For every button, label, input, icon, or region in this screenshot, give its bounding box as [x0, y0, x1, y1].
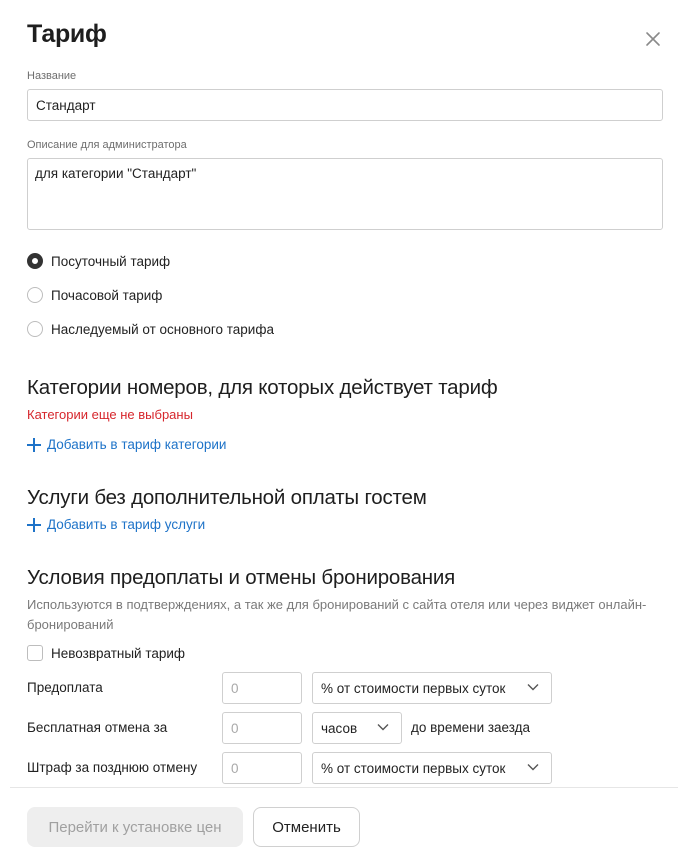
- categories-error: Категории еще не выбраны: [27, 407, 193, 422]
- late-penalty-label: Штраф за позднюю отмену: [27, 760, 198, 775]
- nonrefundable-checkbox[interactable]: [27, 645, 185, 661]
- late-penalty-unit-value: % от стоимости первых суток: [321, 760, 506, 776]
- categories-section-title: Категории номеров, для которых действует тариф: [27, 376, 498, 399]
- prepayment-unit-select[interactable]: [312, 672, 552, 704]
- close-icon[interactable]: [641, 27, 665, 51]
- late-penalty-input[interactable]: [222, 752, 302, 784]
- radio-checked-icon: [27, 253, 43, 269]
- radio-unchecked-icon: [27, 287, 43, 303]
- prepayment-section-title: Условия предоплаты и отмены бронирования: [27, 566, 456, 589]
- chevron-down-icon: [527, 683, 539, 691]
- plus-icon: [27, 438, 41, 452]
- radio-inherited-label: Наследуемый от основного тарифа: [51, 321, 274, 337]
- checkbox-icon: [27, 645, 43, 661]
- chevron-down-icon: [377, 723, 389, 731]
- nonrefundable-label: Невозвратный тариф: [51, 645, 186, 661]
- free-cancel-unit-value: часов: [321, 720, 358, 736]
- add-categories-label: Добавить в тариф категории: [47, 437, 227, 452]
- add-categories-link[interactable]: [27, 437, 226, 452]
- radio-hourly-tariff[interactable]: [27, 285, 162, 305]
- name-field-label: Название: [27, 70, 77, 82]
- late-penalty-unit-select[interactable]: [312, 752, 552, 784]
- description-field-label: Описание для администратора: [27, 139, 187, 151]
- go-to-prices-button[interactable]: Перейти к установке цен: [27, 807, 243, 847]
- radio-daily-label: Посуточный тариф: [51, 253, 171, 269]
- prepayment-hint: Используются в подтверждениях, а так же для бронирований с сайта отеля или через виджет онлайн-бронирований: [27, 597, 647, 632]
- add-services-label: Добавить в тариф услуги: [47, 517, 206, 532]
- description-textarea[interactable]: [27, 158, 663, 230]
- radio-inherited-tariff[interactable]: [27, 319, 274, 339]
- cancel-button[interactable]: Отменить: [253, 807, 360, 847]
- free-cancel-unit-select[interactable]: [312, 712, 402, 744]
- add-services-link[interactable]: [27, 517, 205, 532]
- prepayment-input[interactable]: [222, 672, 302, 704]
- footer-divider: [10, 787, 678, 788]
- free-cancel-label: Бесплатная отмена за: [27, 720, 168, 735]
- prepayment-label: Предоплата: [27, 680, 103, 695]
- chevron-down-icon: [527, 763, 539, 771]
- modal-title: Тариф: [27, 20, 107, 48]
- free-cancel-suffix: до времени заезда: [411, 720, 531, 735]
- radio-unchecked-icon: [27, 321, 43, 337]
- services-section-title: Услуги без дополнительной оплаты гостем: [27, 486, 427, 509]
- radio-daily-tariff[interactable]: [27, 251, 170, 271]
- prepayment-unit-value: % от стоимости первых суток: [321, 680, 506, 696]
- free-cancel-input[interactable]: [222, 712, 302, 744]
- name-input[interactable]: [27, 89, 663, 121]
- plus-icon: [27, 518, 41, 532]
- radio-hourly-label: Почасовой тариф: [51, 287, 163, 303]
